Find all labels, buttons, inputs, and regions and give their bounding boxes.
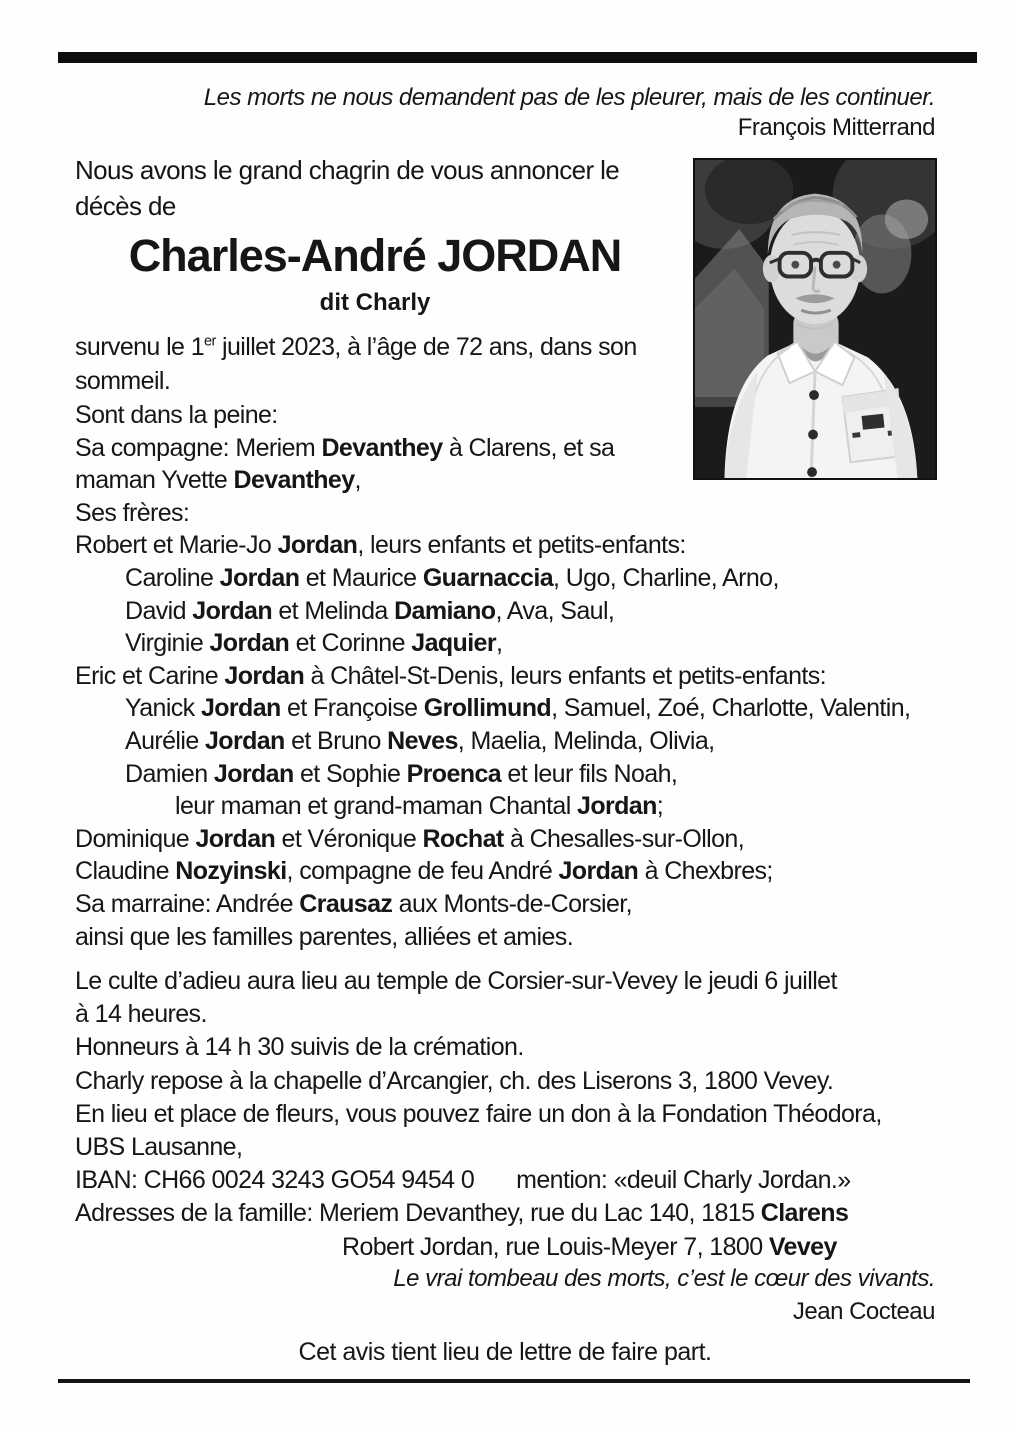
opening-quote-attribution: François Mitterrand	[737, 114, 935, 141]
footer-notice: Cet avis tient lieu de lettre de faire part.	[298, 1338, 712, 1366]
opening-quote-text: Les morts ne nous demandent pas de les pleurer, mais de les continuer.	[203, 84, 935, 111]
text-line: Yanick Jordan et Françoise Grollimund, Samuel, Zoé, Charlotte, Valentin,	[125, 694, 911, 723]
text-line: ainsi que les familles parentes, alliées et amies.	[75, 922, 574, 951]
mourners-list	[75, 399, 1014, 953]
closing-quote-text: Le vrai tombeau des morts, c’est le cœur des vivants.	[393, 1265, 935, 1292]
death-line-1: survenu le 1er juillet 2023, à l’âge de 72 ans, dans son	[75, 333, 637, 361]
text-line: David Jordan et Melinda Damiano, Ava, Saul,	[125, 596, 615, 625]
bottom-divider-line	[58, 1379, 970, 1383]
death-paragraph	[75, 330, 695, 398]
closing-quote-attribution: Jean Cocteau	[792, 1298, 935, 1325]
text-line: Claudine Nozyinski, compagne de feu André Jordan à Chexbres;	[75, 857, 773, 886]
text-line: Sont dans la peine:	[75, 401, 278, 429]
deceased-name: Charles-André JORDAN	[128, 230, 622, 281]
text-line: Damien Jordan et Sophie Proenca et leur fils Noah,	[125, 759, 678, 788]
text-line: Eric et Carine Jordan à Châtel-St-Denis, leurs enfants et petits-enfants:	[75, 661, 826, 690]
text-line: Le culte d’adieu aura lieu au temple de Corsier-sur-Vevey le jeudi 6 juillet	[75, 967, 837, 995]
text-line: Sa compagne: Meriem Devanthey à Clarens, et sa	[75, 433, 615, 462]
text-line: UBS Lausanne,	[75, 1133, 243, 1162]
announcement-line-1: Nous avons le grand chagrin de vous annoncer le	[75, 155, 620, 185]
text-line: Caroline Jordan et Maurice Guarnaccia, Ugo, Charline, Arno,	[125, 563, 779, 592]
top-divider-bar	[58, 52, 977, 63]
text-line: Charly repose à la chapelle d’Arcangier, ch. des Liserons 3, 1800 Vevey.	[75, 1066, 834, 1095]
text-line: Sa marraine: Andrée Crausaz aux Monts-de-Corsier,	[75, 889, 632, 918]
text-line: maman Yvette Devanthey,	[75, 466, 361, 495]
text-line: Virginie Jordan et Corinne Jaquier,	[125, 629, 503, 658]
opening-quote-block	[75, 83, 935, 143]
deceased-nickname: dit Charly	[319, 289, 431, 316]
text-line: Adresses de la famille: Meriem Devanthey, rue du Lac 140, 1815 Clarens	[75, 1199, 849, 1228]
announcement-paragraph	[75, 152, 685, 224]
deceased-name-block	[75, 230, 675, 318]
text-line: Honneurs à 14 h 30 suivis de la crémation.	[75, 1033, 524, 1062]
text-line: En lieu et place de fleurs, vous pouvez faire un don à la Fondation Théodora,	[75, 1099, 882, 1128]
text-line: Ses frères:	[75, 498, 190, 527]
announcement-line-2: décès de	[75, 191, 176, 221]
text-line: IBAN: CH66 0024 3243 GO54 9454 0 mention: «deuil Charly Jordan.»	[75, 1166, 851, 1195]
text-line: Robert Jordan, rue Louis-Meyer 7, 1800 Vevey	[342, 1232, 837, 1261]
text-line: Aurélie Jordan et Bruno Neves, Maelia, Melinda, Olivia,	[125, 726, 715, 755]
text-line: leur maman et grand-maman Chantal Jordan;	[175, 792, 664, 821]
text-line: à 14 heures.	[75, 1000, 207, 1029]
death-line-2: sommeil.	[75, 367, 171, 395]
ceremony-details	[75, 965, 1014, 1264]
closing-quote-block	[75, 1262, 935, 1328]
text-line: Dominique Jordan et Véronique Rochat à Chesalles-sur-Ollon,	[75, 824, 745, 853]
text-line: Robert et Marie-Jo Jordan, leurs enfants et petits-enfants:	[75, 531, 686, 560]
